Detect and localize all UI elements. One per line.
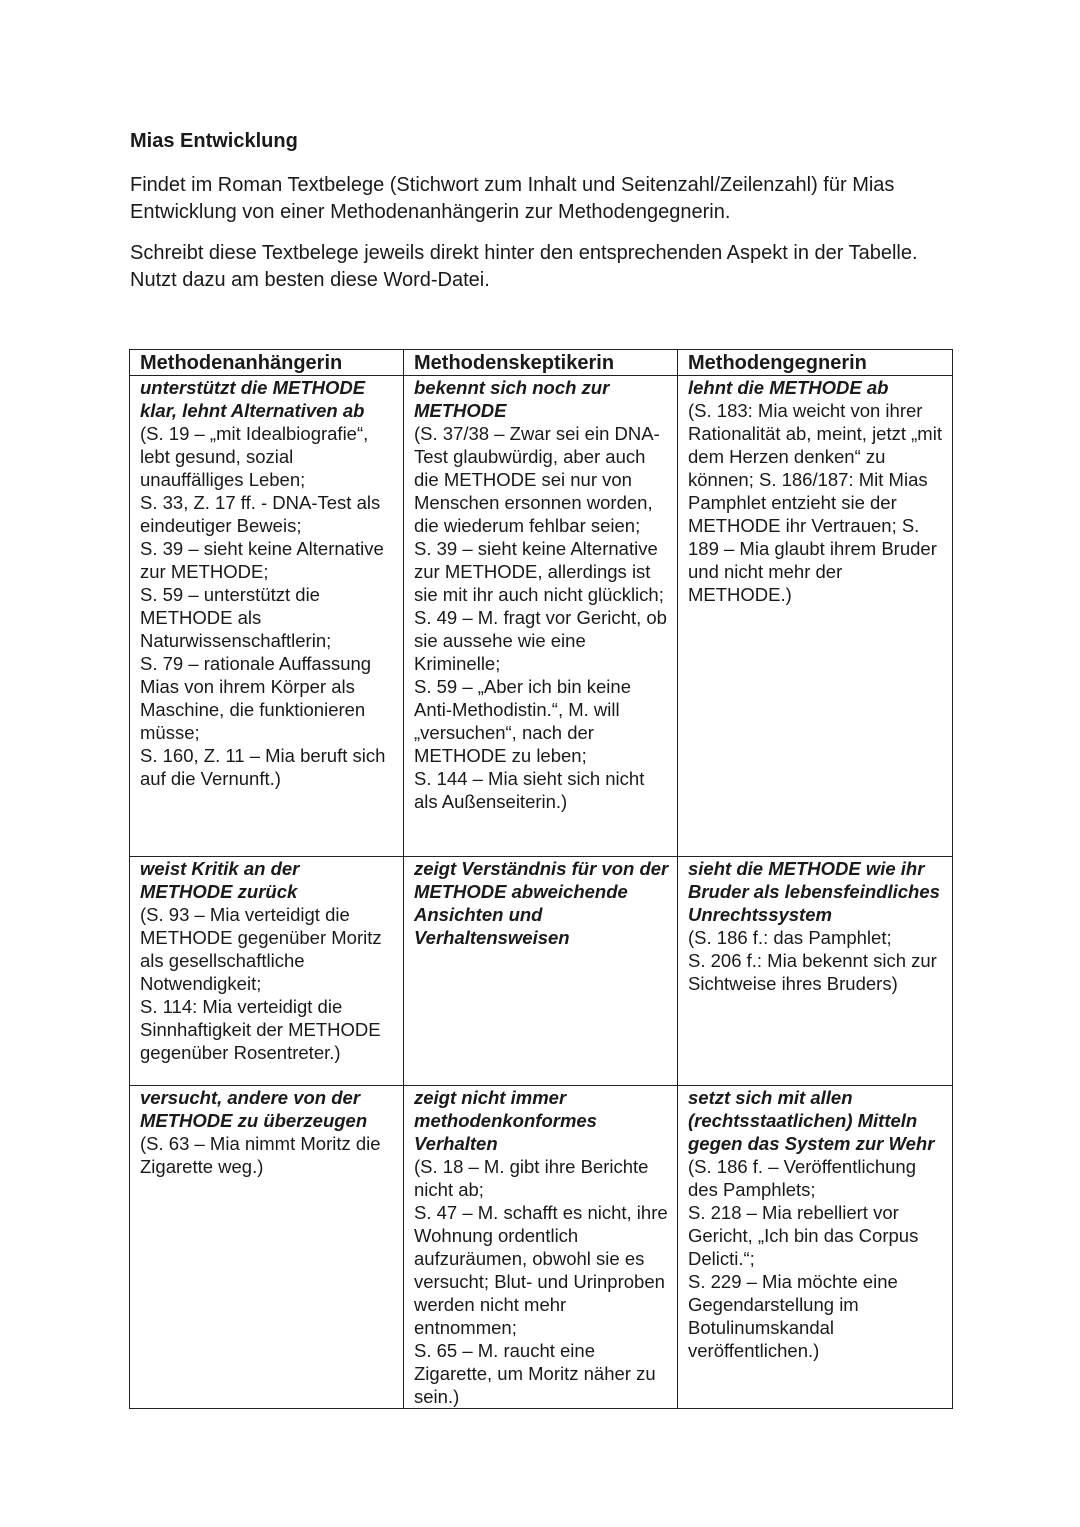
aspect-label: lehnt die METHODE ab [688, 377, 889, 398]
evidence-text: (S. 63 – Mia nimmt Moritz die Zigarette weg.) [140, 1133, 381, 1177]
aspect-label: unterstützt die METHODE klar, lehnt Alternativen ab [140, 377, 366, 421]
table-cell [404, 857, 678, 1086]
column-header-supporter: Methodenanhängerin [130, 350, 404, 376]
development-table [129, 349, 953, 1409]
table-cell [404, 1086, 678, 1409]
table-header-row [130, 350, 953, 376]
table-row [130, 376, 953, 857]
evidence-text: (S. 186 f. – Veröffentlichung des Pamphlets; S. 218 – Mia rebelliert vor Gericht, „Ich bin das Corpus Delicti.“; S. 229 – Mia möchte eine Gegendarstellung im Botulinumskandal veröffentlichen.) [688, 1156, 919, 1361]
evidence-text: (S. 93 – Mia verteidigt die METHODE gegenüber Moritz als gesellschaftliche Notwendigkeit; S. 114: Mia verteidigt die Sinnhaftigkeit der METHODE gegenüber Rosentreter.) [140, 904, 382, 1063]
aspect-label: zeigt nicht immer methodenkonformes Verhalten [414, 1087, 597, 1154]
table-cell [678, 376, 953, 857]
aspect-label: weist Kritik an der METHODE zurück [140, 858, 300, 902]
evidence-text: (S. 18 – M. gibt ihre Berichte nicht ab; S. 47 – M. schafft es nicht, ihre Wohnung ordentlich aufzuräumen, obwohl sie es versucht; Blut- und Urinproben werden nicht mehr entnommen; S. 65 – M. raucht eine Zigarette, um Moritz näher zu sein.) [414, 1156, 668, 1407]
evidence-text: (S. 186 f.: das Pamphlet; S. 206 f.: Mia bekennt sich zur Sichtweise ihres Bruders) [688, 927, 937, 994]
table-cell [404, 376, 678, 857]
evidence-text: (S. 183: Mia weicht von ihrer Rationalität ab, meint, jetzt „mit dem Herzen denken“ zu können; S. 186/187: Mit Mias Pamphlet entzieht sie der METHODE ihr Vertrauen; S. 189 – Mia glaubt ihrem Bruder und nicht mehr der METHODE.) [688, 400, 942, 605]
aspect-label: zeigt Verständnis für von der METHODE abweichende Ansichten und Verhaltensweisen [414, 858, 669, 948]
evidence-text: (S. 19 – „mit Idealbiografie“, lebt gesund, sozial unauffälliges Leben; S. 33, Z. 17 ff. - DNA-Test als eindeutiger Beweis; S. 39 – sieht keine Alternative zur METHODE; S. 59 – unterstützt die METHODE als Naturwissenschaftlerin; S. 79 – rationale Auffassung Mias von ihrem Körper als Maschine, die funktionieren müsse; S. 160, Z. 11 – Mia beruft sich auf die Vernunft.) [140, 423, 386, 789]
table-cell [130, 1086, 404, 1409]
evidence-text: (S. 37/38 – Zwar sei ein DNA-Test glaubwürdig, aber auch die METHODE sei nur von Menschen ersonnen worden, die wiederum fehlbar seien; S. 39 – sieht keine Alternative zur METHODE, allerdings ist sie mit ihr auch nicht glücklich; S. 49 – M. fragt vor Gericht, ob sie aussehe wie eine Kriminelle; S. 59 – „Aber ich bin keine Anti-Methodistin.“, M. will „versuchen“, nach der METHODE zu leben; S. 144 – Mia sieht sich nicht als Außenseiterin.) [414, 423, 667, 812]
page-title: Mias Entwicklung [130, 130, 298, 152]
column-header-skeptic: Methodenskeptikerin [404, 350, 678, 376]
aspect-label: versucht, andere von der METHODE zu überzeugen [140, 1087, 368, 1131]
table-row [130, 857, 953, 1086]
instruction-paragraph: Schreibt diese Textbelege jeweils direkt hinter den entsprechenden Aspekt in der Tabelle. Nutzt dazu am besten diese Word-Datei. [130, 242, 918, 291]
table-cell [678, 1086, 953, 1409]
table-row [130, 1086, 953, 1409]
table-cell [130, 857, 404, 1086]
column-header-opponent: Methodengegnerin [678, 350, 953, 376]
aspect-label: sieht die METHODE wie ihr Bruder als lebensfeindliches Unrechtssystem [688, 858, 940, 925]
aspect-label: bekennt sich noch zur METHODE [414, 377, 610, 421]
table-cell [130, 376, 404, 857]
table-cell [678, 857, 953, 1086]
aspect-label: setzt sich mit allen (rechtsstaatlichen) Mitteln gegen das System zur Wehr [688, 1087, 935, 1154]
instruction-paragraph: Findet im Roman Textbelege (Stichwort zum Inhalt und Seitenzahl/Zeilenzahl) für Mias Entwicklung von einer Methodenanhängerin zur Methodengegnerin. [130, 174, 895, 223]
